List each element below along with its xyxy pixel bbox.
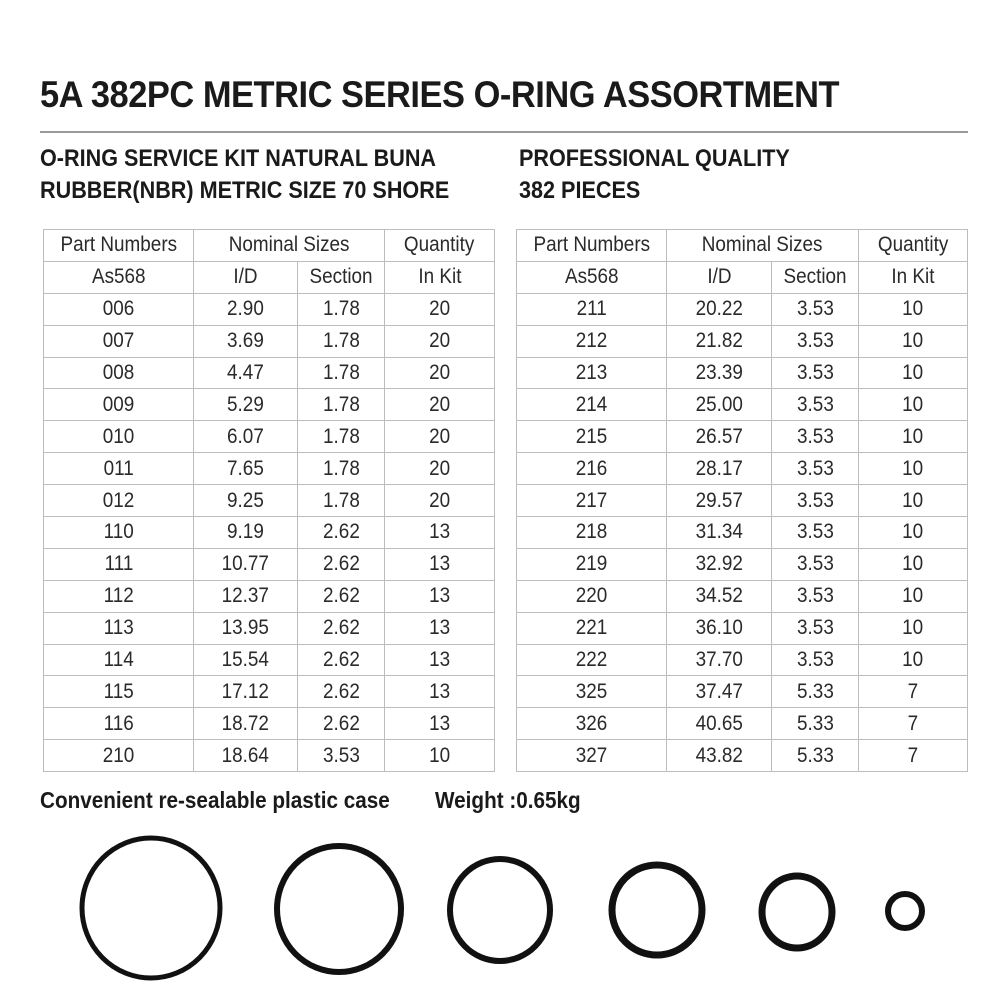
- table-header-row: [44, 230, 495, 262]
- part-number-cell: 006: [44, 293, 194, 325]
- quantity-cell: 20: [385, 453, 495, 485]
- header-in-kit: In Kit: [859, 261, 968, 293]
- header-id: I/D: [667, 261, 772, 293]
- subtitle-left-line: O-RING SERVICE KIT NATURAL BUNA: [40, 145, 437, 172]
- table-row: [44, 453, 495, 485]
- table-row: [517, 612, 968, 644]
- quantity-cell: 10: [859, 293, 968, 325]
- section-cell: 5.33: [772, 676, 859, 708]
- table-row: [517, 453, 968, 485]
- quantity-cell: 10: [859, 517, 968, 549]
- quantity-cell: 7: [859, 676, 968, 708]
- inner-diameter-cell: 7.65: [194, 453, 298, 485]
- table-row: [44, 389, 495, 421]
- table-row: [44, 676, 495, 708]
- quantity-cell: 7: [859, 740, 968, 772]
- o-ring-icon: [82, 838, 220, 978]
- size-table-left: [43, 229, 495, 772]
- section-cell: 3.53: [772, 325, 859, 357]
- inner-diameter-cell: 13.95: [194, 612, 298, 644]
- inner-diameter-cell: 21.82: [667, 325, 772, 357]
- quantity-cell: 10: [385, 740, 495, 772]
- table-row: [44, 548, 495, 580]
- section-cell: 2.62: [298, 708, 385, 740]
- table-row: [44, 644, 495, 676]
- quantity-cell: 13: [385, 548, 495, 580]
- quantity-cell: 13: [385, 708, 495, 740]
- o-ring-icon: [612, 865, 702, 955]
- quantity-cell: 10: [859, 485, 968, 517]
- inner-diameter-cell: 15.54: [194, 644, 298, 676]
- subtitle-right-line: PROFESSIONAL QUALITY: [519, 145, 790, 172]
- header-quantity: Quantity: [859, 230, 968, 262]
- inner-diameter-cell: 10.77: [194, 548, 298, 580]
- table-row: [44, 708, 495, 740]
- quantity-cell: 13: [385, 580, 495, 612]
- o-ring-illustration: [0, 820, 1000, 1000]
- table-row: [44, 485, 495, 517]
- part-number-cell: 009: [44, 389, 194, 421]
- quantity-cell: 13: [385, 517, 495, 549]
- table-row: [517, 708, 968, 740]
- table-header-row: [517, 230, 968, 262]
- section-cell: 3.53: [772, 644, 859, 676]
- quantity-cell: 20: [385, 389, 495, 421]
- inner-diameter-cell: 18.72: [194, 708, 298, 740]
- part-number-cell: 219: [517, 548, 667, 580]
- subtitle-left-line: RUBBER(NBR) METRIC SIZE 70 SHORE: [40, 177, 450, 204]
- section-cell: 1.78: [298, 293, 385, 325]
- inner-diameter-cell: 6.07: [194, 421, 298, 453]
- section-cell: 3.53: [772, 612, 859, 644]
- part-number-cell: 220: [517, 580, 667, 612]
- inner-diameter-cell: 9.19: [194, 517, 298, 549]
- header-nominal-sizes: Nominal Sizes: [667, 230, 859, 262]
- part-number-cell: 212: [517, 325, 667, 357]
- part-number-cell: 115: [44, 676, 194, 708]
- part-number-cell: 218: [517, 517, 667, 549]
- section-cell: 1.78: [298, 453, 385, 485]
- inner-diameter-cell: 32.92: [667, 548, 772, 580]
- header-part-numbers: Part Numbers: [517, 230, 667, 262]
- quantity-cell: 10: [859, 612, 968, 644]
- inner-diameter-cell: 17.12: [194, 676, 298, 708]
- inner-diameter-cell: 4.47: [194, 357, 298, 389]
- title-divider: [40, 131, 968, 133]
- section-cell: 3.53: [772, 421, 859, 453]
- quantity-cell: 20: [385, 485, 495, 517]
- table-row: [44, 357, 495, 389]
- part-number-cell: 114: [44, 644, 194, 676]
- part-number-cell: 112: [44, 580, 194, 612]
- section-cell: 1.78: [298, 421, 385, 453]
- part-number-cell: 111: [44, 548, 194, 580]
- table-row: [517, 389, 968, 421]
- table-row: [517, 485, 968, 517]
- part-number-cell: 215: [517, 421, 667, 453]
- section-cell: 1.78: [298, 325, 385, 357]
- header-quantity: Quantity: [385, 230, 495, 262]
- part-number-cell: 210: [44, 740, 194, 772]
- quantity-cell: 10: [859, 548, 968, 580]
- table-row: [44, 293, 495, 325]
- part-number-cell: 213: [517, 357, 667, 389]
- size-table-right: [516, 229, 968, 772]
- o-ring-icon: [450, 859, 550, 961]
- subtitle-right: [519, 143, 790, 207]
- table-row: [44, 580, 495, 612]
- quantity-cell: 10: [859, 325, 968, 357]
- quantity-cell: 20: [385, 357, 495, 389]
- part-number-cell: 326: [517, 708, 667, 740]
- o-ring-icon: [277, 846, 401, 972]
- header-part-numbers: Part Numbers: [44, 230, 194, 262]
- part-number-cell: 011: [44, 453, 194, 485]
- inner-diameter-cell: 31.34: [667, 517, 772, 549]
- part-number-cell: 113: [44, 612, 194, 644]
- part-number-cell: 012: [44, 485, 194, 517]
- part-number-cell: 007: [44, 325, 194, 357]
- table-row: [517, 325, 968, 357]
- table-row: [44, 325, 495, 357]
- table-row: [517, 357, 968, 389]
- inner-diameter-cell: 20.22: [667, 293, 772, 325]
- section-cell: 3.53: [772, 580, 859, 612]
- table-row: [517, 740, 968, 772]
- quantity-cell: 10: [859, 357, 968, 389]
- table-subheader-row: [44, 261, 495, 293]
- quantity-cell: 10: [859, 453, 968, 485]
- section-cell: 5.33: [772, 740, 859, 772]
- table-row: [517, 548, 968, 580]
- section-cell: 3.53: [772, 389, 859, 421]
- inner-diameter-cell: 40.65: [667, 708, 772, 740]
- table-row: [44, 421, 495, 453]
- case-note: Convenient re-sealable plastic case: [40, 787, 390, 813]
- section-cell: 3.53: [772, 485, 859, 517]
- inner-diameter-cell: 28.17: [667, 453, 772, 485]
- quantity-cell: 10: [859, 644, 968, 676]
- section-cell: 2.62: [298, 580, 385, 612]
- section-cell: 5.33: [772, 708, 859, 740]
- quantity-cell: 10: [859, 580, 968, 612]
- table-row: [517, 676, 968, 708]
- quantity-cell: 20: [385, 325, 495, 357]
- header-as568: As568: [517, 261, 667, 293]
- inner-diameter-cell: 3.69: [194, 325, 298, 357]
- header-section: Section: [298, 261, 385, 293]
- table-row: [517, 644, 968, 676]
- table-row: [517, 517, 968, 549]
- header-nominal-sizes: Nominal Sizes: [194, 230, 385, 262]
- inner-diameter-cell: 12.37: [194, 580, 298, 612]
- part-number-cell: 222: [517, 644, 667, 676]
- inner-diameter-cell: 9.25: [194, 485, 298, 517]
- subtitle-right-line: 382 PIECES: [519, 177, 641, 204]
- part-number-cell: 216: [517, 453, 667, 485]
- o-ring-icon: [762, 876, 832, 948]
- table-subheader-row: [517, 261, 968, 293]
- part-number-cell: 214: [517, 389, 667, 421]
- section-cell: 1.78: [298, 485, 385, 517]
- inner-diameter-cell: 25.00: [667, 389, 772, 421]
- o-ring-icon: [888, 894, 922, 928]
- header-in-kit: In Kit: [385, 261, 495, 293]
- part-number-cell: 110: [44, 517, 194, 549]
- inner-diameter-cell: 26.57: [667, 421, 772, 453]
- part-number-cell: 325: [517, 676, 667, 708]
- table-row: [517, 580, 968, 612]
- part-number-cell: 010: [44, 421, 194, 453]
- header-id: I/D: [194, 261, 298, 293]
- inner-diameter-cell: 34.52: [667, 580, 772, 612]
- quantity-cell: 10: [859, 421, 968, 453]
- section-cell: 2.62: [298, 612, 385, 644]
- inner-diameter-cell: 36.10: [667, 612, 772, 644]
- inner-diameter-cell: 2.90: [194, 293, 298, 325]
- table-row: [44, 517, 495, 549]
- inner-diameter-cell: 37.70: [667, 644, 772, 676]
- inner-diameter-cell: 5.29: [194, 389, 298, 421]
- section-cell: 3.53: [772, 517, 859, 549]
- part-number-cell: 116: [44, 708, 194, 740]
- inner-diameter-cell: 29.57: [667, 485, 772, 517]
- section-cell: 3.53: [772, 293, 859, 325]
- table-row: [44, 612, 495, 644]
- quantity-cell: 20: [385, 293, 495, 325]
- section-cell: 2.62: [298, 548, 385, 580]
- section-cell: 3.53: [772, 357, 859, 389]
- part-number-cell: 217: [517, 485, 667, 517]
- part-number-cell: 008: [44, 357, 194, 389]
- quantity-cell: 13: [385, 676, 495, 708]
- inner-diameter-cell: 23.39: [667, 357, 772, 389]
- quantity-cell: 13: [385, 612, 495, 644]
- inner-diameter-cell: 43.82: [667, 740, 772, 772]
- part-number-cell: 327: [517, 740, 667, 772]
- section-cell: 3.53: [772, 453, 859, 485]
- quantity-cell: 13: [385, 644, 495, 676]
- part-number-cell: 221: [517, 612, 667, 644]
- inner-diameter-cell: 18.64: [194, 740, 298, 772]
- section-cell: 2.62: [298, 644, 385, 676]
- quantity-cell: 10: [859, 389, 968, 421]
- section-cell: 2.62: [298, 676, 385, 708]
- part-number-cell: 211: [517, 293, 667, 325]
- section-cell: 1.78: [298, 389, 385, 421]
- header-section: Section: [772, 261, 859, 293]
- inner-diameter-cell: 37.47: [667, 676, 772, 708]
- quantity-cell: 20: [385, 421, 495, 453]
- section-cell: 3.53: [298, 740, 385, 772]
- section-cell: 2.62: [298, 517, 385, 549]
- quantity-cell: 7: [859, 708, 968, 740]
- header-as568: As568: [44, 261, 194, 293]
- weight-note: Weight :0.65kg: [435, 787, 581, 813]
- section-cell: 1.78: [298, 357, 385, 389]
- table-row: [517, 293, 968, 325]
- section-cell: 3.53: [772, 548, 859, 580]
- page-title: 5A 382PC METRIC SERIES O-RING ASSORTMENT: [40, 74, 840, 115]
- table-row: [517, 421, 968, 453]
- subtitle-left: [40, 143, 449, 207]
- table-row: [44, 740, 495, 772]
